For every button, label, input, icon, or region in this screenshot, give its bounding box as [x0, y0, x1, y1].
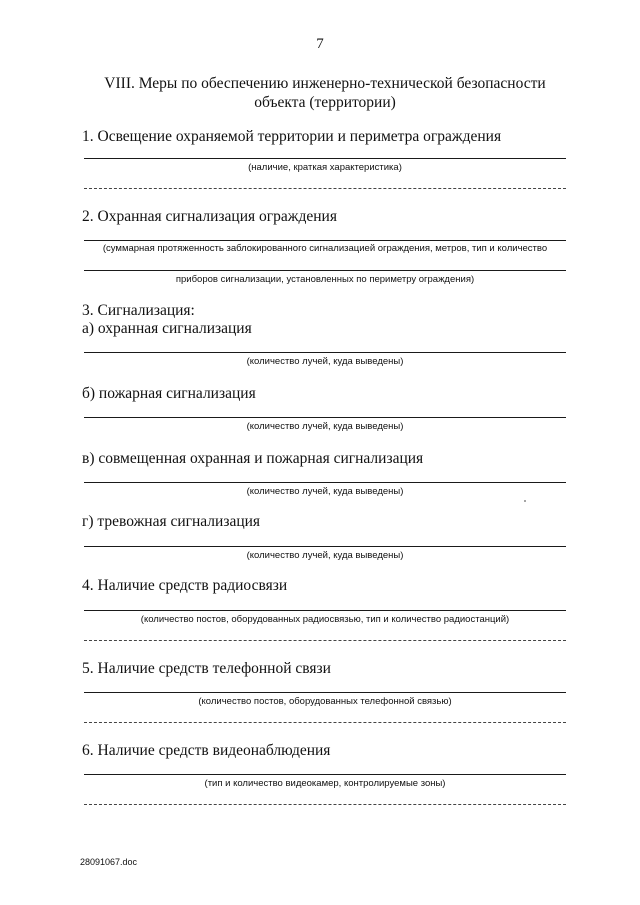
- panic-alarm-heading: г) тревожная сигнализация: [82, 513, 261, 530]
- fire-alarm-heading: б) пожарная сигнализация: [82, 385, 256, 402]
- section-title: [60, 74, 590, 112]
- combined-alarm-heading: в) совмещенная охранная и пожарная сигнализация: [82, 450, 424, 467]
- fire-alarm-field-line[interactable]: [84, 417, 566, 418]
- radio-heading: 4. Наличие средств радиосвязи: [82, 577, 288, 594]
- panic-alarm-field-line[interactable]: [84, 546, 566, 547]
- phone-field-line-2[interactable]: [84, 722, 566, 723]
- radio-field-line[interactable]: [84, 610, 566, 611]
- lighting-caption: (наличие, краткая характеристика): [248, 162, 402, 173]
- fire-alarm-caption: (количество лучей, куда выведены): [246, 421, 404, 432]
- footer-filename: 28091067.doc: [80, 857, 138, 867]
- video-heading: 6. Наличие средств видеонаблюдения: [82, 742, 331, 759]
- video-caption: (тип и количество видеокамер, контролируемые зоны): [204, 778, 446, 789]
- section-title-line2: объекта (территории): [254, 94, 396, 111]
- fence-alarm-field-line-2[interactable]: [84, 270, 566, 271]
- lighting-field-line-2[interactable]: [84, 188, 566, 189]
- radio-caption: (количество постов, оборудованных радиосвязью, тип и количество радиостанций): [140, 614, 510, 625]
- security-alarm-heading: а) охранная сигнализация: [82, 320, 252, 337]
- section-title-line1: VIII. Меры по обеспечению инженерно-технической безопасности: [104, 75, 546, 92]
- fence-alarm-heading: 2. Охранная сигнализация ограждения: [82, 208, 337, 225]
- fence-alarm-caption-2: приборов сигнализации, установленных по периметру ограждения): [175, 274, 475, 285]
- alarm-heading: 3. Сигнализация:: [82, 302, 195, 319]
- combined-alarm-caption: (количество лучей, куда выведены): [246, 486, 404, 497]
- security-alarm-caption: (количество лучей, куда выведены): [246, 356, 404, 367]
- fence-alarm-field-line[interactable]: [84, 240, 566, 241]
- page-number: 7: [316, 36, 324, 52]
- video-field-line[interactable]: [84, 774, 566, 775]
- security-alarm-field-line[interactable]: [84, 352, 566, 353]
- combined-alarm-field-line[interactable]: [84, 482, 566, 483]
- video-field-line-2[interactable]: [84, 804, 566, 805]
- fence-alarm-caption-1: (суммарная протяженность заблокированного сигнализацией ограждения, метров, тип и количество: [102, 243, 548, 254]
- phone-field-line[interactable]: [84, 692, 566, 693]
- lighting-heading: 1. Освещение охраняемой территории и периметра ограждения: [82, 128, 502, 145]
- panic-alarm-caption: (количество лучей, куда выведены): [246, 550, 404, 561]
- lighting-field-line[interactable]: [84, 158, 566, 159]
- phone-caption: (количество постов, оборудованных телефонной связью): [198, 696, 452, 707]
- radio-field-line-2[interactable]: [84, 640, 566, 641]
- phone-heading: 5. Наличие средств телефонной связи: [82, 660, 331, 677]
- scan-speck: [524, 500, 526, 502]
